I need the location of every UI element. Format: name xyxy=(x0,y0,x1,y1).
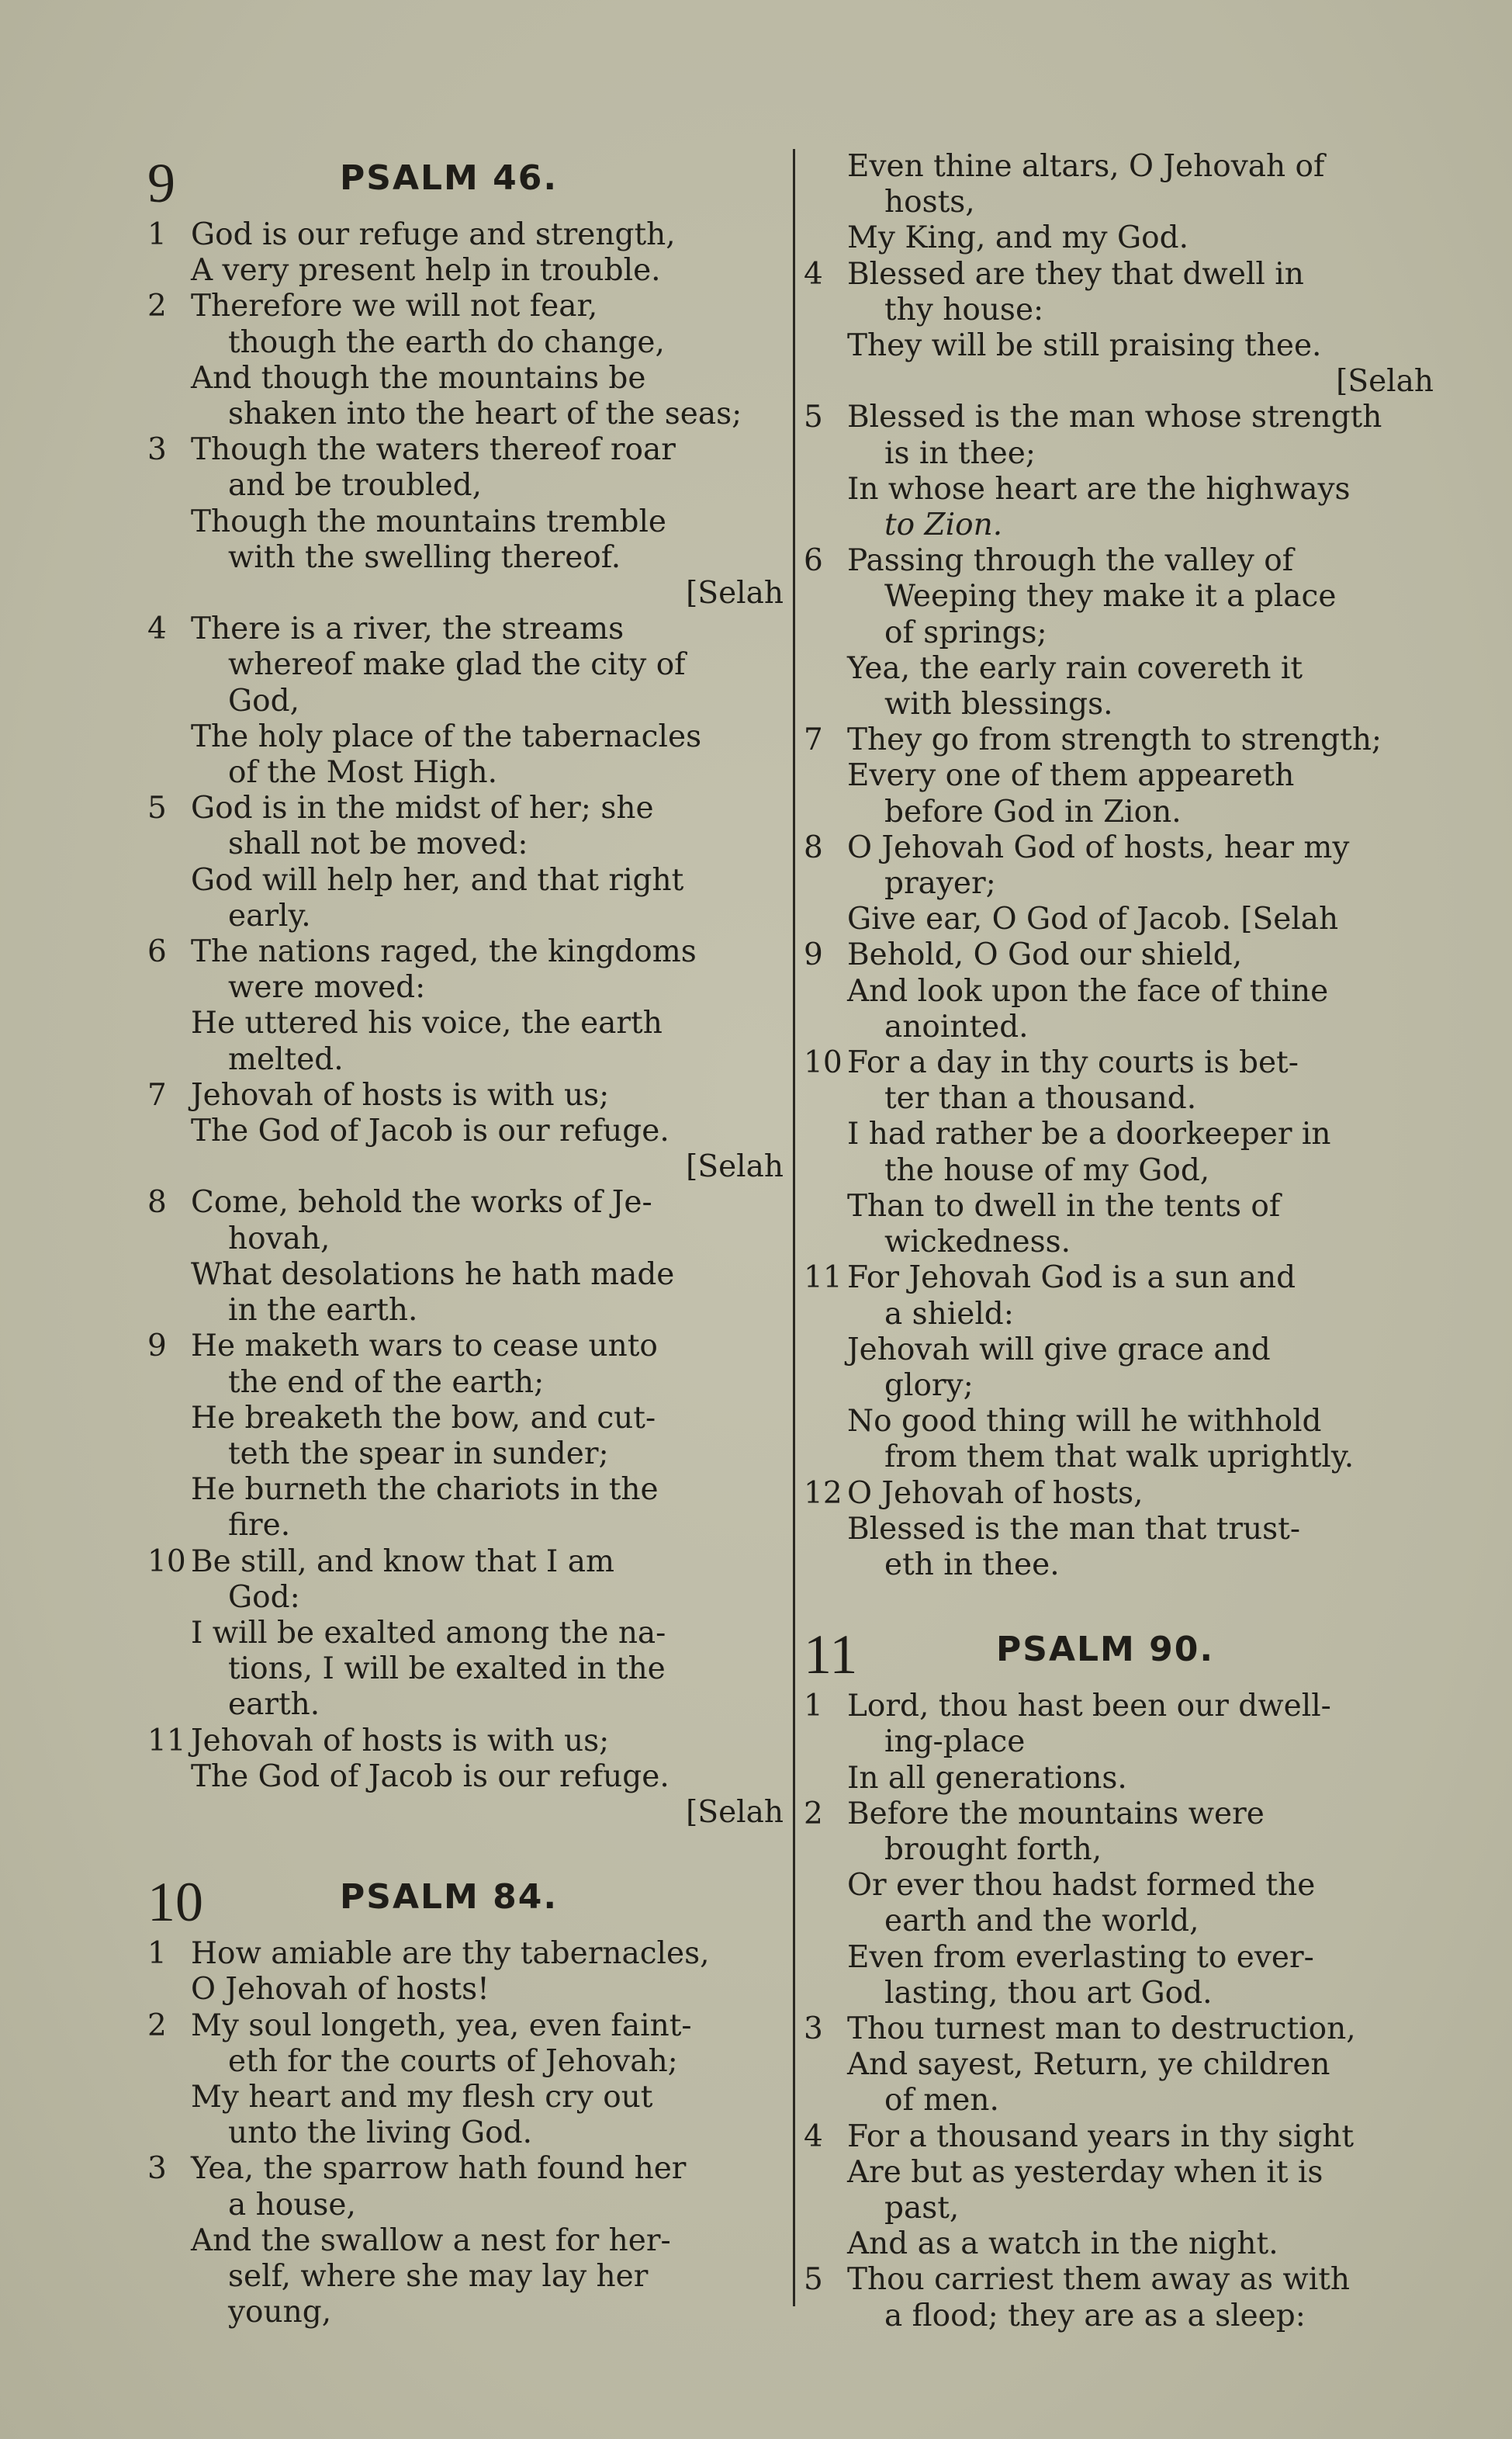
verse xyxy=(147,2008,784,2152)
verse xyxy=(147,1185,784,1329)
verse-line xyxy=(147,2188,784,2223)
verse-number: 11 xyxy=(804,1260,842,1296)
verse-text: fire. xyxy=(228,1508,291,1543)
verse-line xyxy=(147,1972,784,2008)
verse-text: O Jehovah of hosts! xyxy=(191,1972,490,2008)
verse-line xyxy=(147,1114,784,1149)
verse xyxy=(804,1260,1434,1475)
verse-text: and be troubled, xyxy=(228,468,482,504)
verse-text: of men. xyxy=(884,2083,999,2119)
verse-line xyxy=(804,2262,1434,2298)
verse-line xyxy=(804,1940,1434,1976)
verse xyxy=(147,934,784,1078)
verse-number: 12 xyxy=(804,1475,842,1511)
verse-line xyxy=(804,185,1434,220)
verse xyxy=(147,2151,784,2330)
verse-line xyxy=(147,1365,784,1401)
verse-text: For a day in thy courts is bet- xyxy=(847,1045,1299,1081)
verse-line xyxy=(804,1297,1434,1332)
verse-line xyxy=(804,651,1434,687)
verse-line xyxy=(147,361,784,397)
verse-line xyxy=(804,1368,1434,1404)
verse-line xyxy=(147,1436,784,1472)
verse-text: Are but as yesterday when it is xyxy=(847,2154,1323,2190)
verse-text: Jehovah of hosts is with us; xyxy=(191,1723,610,1758)
verse-line xyxy=(147,1508,784,1543)
verse-text: earth and the world, xyxy=(884,1904,1199,1939)
verse-line xyxy=(147,1221,784,1257)
psalm-selection-number: 9 xyxy=(147,152,175,214)
verse-text: glory; xyxy=(884,1367,974,1403)
verse-text: Blessed is the man whose strength xyxy=(847,400,1382,435)
verse-line xyxy=(147,1185,784,1221)
verse-line xyxy=(147,1006,784,1041)
verse-text: How amiable are thy tabernacles, xyxy=(191,1936,710,1972)
verse-line xyxy=(804,2299,1434,2334)
verse-line xyxy=(147,1078,784,1114)
verse-number: 10 xyxy=(147,1543,186,1579)
verse-line xyxy=(804,508,1434,543)
verse-number: 8 xyxy=(804,830,823,865)
verse-text: eth for the courts of Jehovah; xyxy=(228,2043,678,2079)
verse-number: 9 xyxy=(147,1329,167,1364)
verse-line xyxy=(804,400,1434,435)
verse-text: Lord, thou hast been our dwell- xyxy=(847,1689,1331,1724)
psalm-title: PSALM 46. xyxy=(340,158,559,198)
verse-text: God is our refuge and strength, xyxy=(191,217,676,252)
verse-text: past, xyxy=(884,2190,960,2226)
verse-line xyxy=(804,1081,1434,1117)
verse-text: lasting, thou art God. xyxy=(884,1975,1213,2011)
verse-line xyxy=(804,2011,1434,2047)
verse-line xyxy=(147,755,784,791)
selah-marker: [Selah xyxy=(1336,364,1434,400)
verse-line xyxy=(804,795,1434,830)
verse-line xyxy=(804,1117,1434,1152)
right-column xyxy=(804,149,1434,2334)
verse-text: For Jehovah God is a sun and xyxy=(847,1260,1296,1296)
verse-line xyxy=(804,2191,1434,2226)
verse-text: Thou carriest them away as with xyxy=(847,2262,1351,2298)
verse-line xyxy=(804,1045,1434,1081)
verse-text: Be still, and know that I am xyxy=(191,1543,614,1579)
verse-line xyxy=(147,899,784,934)
verse-text: And the swallow a nest for her- xyxy=(191,2222,671,2258)
verse-text: For a thousand years in thy sight xyxy=(847,2119,1355,2154)
left-column xyxy=(147,149,784,2330)
verse-line xyxy=(804,937,1434,973)
verse-text: A very present help in trouble. xyxy=(191,253,661,289)
verse-number: 1 xyxy=(804,1689,823,1724)
verse-text: He breaketh the bow, and cut- xyxy=(191,1400,656,1436)
verse xyxy=(804,1689,1434,1796)
verse-text: thy house: xyxy=(884,292,1044,327)
verse-text: They go from strength to strength; xyxy=(847,722,1382,758)
verse-line xyxy=(147,2008,784,2044)
verse-text: And as a watch in the night. xyxy=(847,2226,1278,2262)
verse-line xyxy=(147,611,784,647)
verse xyxy=(147,432,784,611)
verse-text: a shield: xyxy=(884,1296,1014,1332)
psalm-title: PSALM 84. xyxy=(340,1877,559,1918)
verse-line xyxy=(804,974,1434,1010)
verse-text: though the earth do change, xyxy=(228,324,665,360)
verse-line xyxy=(147,719,784,755)
verse-line xyxy=(804,220,1434,256)
verse-line xyxy=(147,647,784,683)
selah-marker: [Selah xyxy=(686,1794,784,1830)
verse-number: 9 xyxy=(804,937,823,973)
verse-text: Jehovah will give grace and xyxy=(847,1332,1271,1367)
verse xyxy=(147,1329,784,1543)
verse-text: Blessed is the man that trust- xyxy=(847,1511,1300,1547)
verse-line xyxy=(147,1687,784,1723)
verse-text: The holy place of the tabernacles xyxy=(191,719,702,754)
verse-line xyxy=(804,902,1434,937)
verse-number: 11 xyxy=(147,1723,186,1758)
verse-text: What desolations he hath made xyxy=(191,1256,675,1292)
verse-text: Come, behold the works of Je- xyxy=(191,1185,652,1221)
verse-line xyxy=(804,1832,1434,1868)
verse-line xyxy=(804,543,1434,579)
verse-line xyxy=(804,1512,1434,1547)
verse-text: ter than a thousand. xyxy=(884,1081,1197,1117)
verse-text: And sayest, Return, ye children xyxy=(847,2047,1330,2083)
verse-text: Passing through the valley of xyxy=(847,543,1294,579)
verse xyxy=(147,611,784,791)
psalm-header xyxy=(147,149,784,217)
verse-line xyxy=(804,687,1434,722)
verse-text: Blessed are they that dwell in xyxy=(847,256,1304,292)
verse-number: 4 xyxy=(804,2119,823,2154)
verse-line xyxy=(804,2226,1434,2262)
verse-line xyxy=(147,934,784,970)
verse-text: My heart and my flesh cry out xyxy=(191,2079,653,2115)
verse-line xyxy=(147,791,784,826)
verse-line xyxy=(804,1332,1434,1368)
verse-line xyxy=(147,1544,784,1580)
verse-text: earth. xyxy=(228,1687,320,1723)
verse-line xyxy=(804,1189,1434,1225)
section-gap xyxy=(147,1831,784,1868)
verse-line xyxy=(804,830,1434,866)
verse-line xyxy=(804,149,1434,185)
verse-text: Though the mountains tremble xyxy=(191,504,666,539)
verse-text: No good thing will he withhold xyxy=(847,1404,1322,1439)
verse xyxy=(804,543,1434,722)
verse-text: eth in thee. xyxy=(884,1547,1060,1582)
verse xyxy=(804,722,1434,830)
verse-line xyxy=(147,2044,784,2080)
verse-text: early. xyxy=(228,898,311,934)
verse-text: unto the living God. xyxy=(228,2115,532,2151)
verse-text: There is a river, the streams xyxy=(191,611,625,647)
verse-number: 2 xyxy=(804,1796,823,1831)
verse-text: O Jehovah God of hosts, hear my xyxy=(847,830,1350,865)
verse-line xyxy=(147,684,784,719)
verse-text: of springs; xyxy=(884,615,1047,650)
verse-line xyxy=(804,436,1434,472)
verse-line xyxy=(804,579,1434,615)
verse-line xyxy=(147,1257,784,1293)
verse xyxy=(147,1078,784,1186)
verse-line xyxy=(804,1976,1434,2011)
verse-line xyxy=(147,1401,784,1436)
verse-text: And look upon the face of thine xyxy=(847,973,1329,1009)
verse-line xyxy=(147,1616,784,1651)
verse-line xyxy=(804,615,1434,651)
verse-text: in the earth. xyxy=(228,1293,418,1329)
verse-line xyxy=(147,826,784,862)
verse-number: 5 xyxy=(804,400,823,435)
verse-text: And though the mountains be xyxy=(191,360,646,396)
verse xyxy=(804,1045,1434,1260)
verse-line xyxy=(804,1868,1434,1904)
verse-text: of the Most High. xyxy=(228,755,498,791)
verse-number: 10 xyxy=(804,1045,842,1081)
verse-text: The God of Jacob is our refuge. xyxy=(191,1758,670,1794)
verse-line xyxy=(804,2155,1434,2191)
verse-text: young, xyxy=(228,2295,332,2330)
verse-text: with the swelling thereof. xyxy=(228,539,621,575)
verse-text: anointed. xyxy=(884,1009,1029,1045)
verse-text: He uttered his voice, the earth xyxy=(191,1006,663,1041)
verse-line xyxy=(147,253,784,289)
verse-text: Though the waters thereof roar xyxy=(191,432,676,468)
verse-text: Thou turnest man to destruction, xyxy=(847,2011,1356,2046)
verse-line xyxy=(147,1936,784,1972)
verse-text: O Jehovah of hosts, xyxy=(847,1475,1144,1511)
verse-number: 7 xyxy=(804,722,823,758)
verse-text: My soul longeth, yea, even faint- xyxy=(191,2008,692,2043)
verse-line xyxy=(147,2295,784,2330)
verse-number: 3 xyxy=(147,2151,167,2187)
verse-number: 2 xyxy=(147,2008,167,2043)
verse-text: Than to dwell in the tents of xyxy=(847,1188,1281,1224)
verse xyxy=(147,217,784,289)
verse-text: is in thee; xyxy=(884,435,1036,471)
verse-text: God is in the midst of her; she xyxy=(191,791,654,826)
verse-line xyxy=(804,2119,1434,2155)
verse-text: In all generations. xyxy=(847,1760,1127,1796)
verse xyxy=(147,791,784,934)
verse-line xyxy=(147,217,784,253)
psalm-title: PSALM 90. xyxy=(996,1630,1215,1670)
verse-line xyxy=(804,1225,1434,1260)
verse-line xyxy=(147,1724,784,1759)
verse-line xyxy=(804,293,1434,328)
verse-text: a house, xyxy=(228,2187,356,2222)
verse-text: The God of Jacob is our refuge. xyxy=(191,1114,670,1149)
verse-number: 3 xyxy=(804,2011,823,2046)
verse-line xyxy=(804,472,1434,508)
verse xyxy=(804,937,1434,1045)
verse-text: Weeping they make it a place xyxy=(884,579,1337,615)
verse-line xyxy=(804,2047,1434,2083)
verse-line xyxy=(804,1796,1434,1832)
verse-line xyxy=(147,2223,784,2259)
verse-text: a flood; they are as a sleep: xyxy=(884,2298,1306,2333)
verse-number: 1 xyxy=(147,1936,167,1972)
verse-text: from them that walk uprightly. xyxy=(884,1439,1355,1475)
verse-text: Yea, the sparrow hath found her xyxy=(191,2151,687,2187)
verse-line xyxy=(804,1404,1434,1439)
verse-line xyxy=(804,1689,1434,1724)
verse-text: were moved: xyxy=(228,970,426,1006)
verse-text: teth the spear in sunder; xyxy=(228,1436,609,1471)
verse-number: 5 xyxy=(147,791,167,826)
verse-text: They will be still praising thee. xyxy=(847,328,1322,364)
verse-line xyxy=(147,397,784,432)
verse-line xyxy=(804,1010,1434,1045)
verse-text: self, where she may lay her xyxy=(228,2258,649,2294)
verse xyxy=(804,400,1434,543)
verse xyxy=(147,1936,784,2008)
verse-line xyxy=(147,1329,784,1364)
verse-text: He burneth the chariots in the xyxy=(191,1472,659,1508)
verse-line xyxy=(147,1759,784,1795)
verse-line xyxy=(147,468,784,504)
verse-line xyxy=(147,1472,784,1508)
verse-line xyxy=(147,2080,784,2115)
verse-number: 7 xyxy=(147,1077,167,1113)
verse xyxy=(147,289,784,432)
verse-line xyxy=(147,504,784,540)
verse xyxy=(804,1476,1434,1584)
verse-text: with blessings. xyxy=(884,687,1113,722)
verse-text: the end of the earth; xyxy=(228,1364,545,1400)
verse-line xyxy=(804,1904,1434,1939)
verse-line xyxy=(804,2083,1434,2119)
verse-line xyxy=(147,970,784,1006)
verse-text: Jehovah of hosts is with us; xyxy=(191,1077,610,1113)
verse-line xyxy=(804,758,1434,794)
verse-line xyxy=(147,325,784,361)
verse-text: whereof make glad the city of xyxy=(228,647,686,683)
verse-number: 5 xyxy=(804,2262,823,2298)
verse-number: 8 xyxy=(147,1185,167,1221)
verse-text: hovah, xyxy=(228,1221,330,1256)
psalm-selection-number: 11 xyxy=(804,1623,858,1686)
verse-text: shall not be moved: xyxy=(228,826,528,862)
verse-line xyxy=(804,1724,1434,1760)
verse-line xyxy=(147,2259,784,2295)
verse-text: I had rather be a doorkeeper in xyxy=(847,1117,1331,1152)
verse-line xyxy=(804,1260,1434,1296)
verse-text: shaken into the heart of the seas; xyxy=(228,397,742,432)
verse-text: brought forth, xyxy=(884,1831,1102,1867)
verse-text: melted. xyxy=(228,1041,344,1077)
verse-text: God, xyxy=(228,683,299,719)
verse xyxy=(147,1724,784,1831)
verse-line xyxy=(147,1651,784,1687)
verse-text: My King, and my God. xyxy=(847,220,1188,256)
verse-text: prayer; xyxy=(884,866,996,902)
verse-number: 4 xyxy=(804,256,823,292)
verse xyxy=(804,257,1434,400)
selah-marker: [Selah xyxy=(686,1149,784,1185)
psalm-header xyxy=(147,1868,784,1936)
verse-line xyxy=(804,1153,1434,1189)
verse-line xyxy=(804,1476,1434,1512)
verse-number: 1 xyxy=(147,217,167,252)
verse-text: Therefore we will not fear, xyxy=(191,289,598,324)
verse xyxy=(804,1796,1434,2011)
verse-line xyxy=(804,328,1434,364)
verse-number: 6 xyxy=(147,934,167,970)
verse-text: Give ear, O God of Jacob. [Selah xyxy=(847,902,1339,937)
verse-text: Yea, the early rain covereth it xyxy=(847,650,1303,686)
verse-line xyxy=(147,289,784,324)
verse-text: Or ever thou hadst formed the xyxy=(847,1868,1316,1904)
verse-text: The nations raged, the kingdoms xyxy=(191,934,697,970)
verse-line xyxy=(147,1042,784,1078)
verse xyxy=(804,2262,1434,2333)
verse-number: 4 xyxy=(147,611,167,647)
verse-text: to Zion. xyxy=(884,508,1003,543)
psalm-header xyxy=(804,1620,1434,1689)
verse-text: the house of my God, xyxy=(884,1152,1210,1188)
verse-number: 2 xyxy=(147,289,167,324)
verse-text: hosts, xyxy=(884,185,975,220)
verse-text: wickedness. xyxy=(884,1225,1071,1260)
verse-text: I will be exalted among the na- xyxy=(191,1615,666,1651)
verse xyxy=(147,1544,784,1724)
verse-text: God will help her, and that right xyxy=(191,862,684,898)
verse xyxy=(804,2119,1434,2263)
section-gap xyxy=(804,1583,1434,1620)
verse-text: Before the mountains were xyxy=(847,1796,1265,1831)
verse-text: Behold, O God our shield, xyxy=(847,937,1243,973)
psalm-selection-number: 10 xyxy=(147,1871,203,1934)
verse-line xyxy=(804,1439,1434,1475)
verse-line xyxy=(147,540,784,576)
verse-text: In whose heart are the highways xyxy=(847,471,1351,507)
verse-line xyxy=(147,1580,784,1616)
verse-line xyxy=(804,1761,1434,1796)
verse-text: God: xyxy=(228,1579,300,1615)
column-divider xyxy=(793,149,795,2306)
verse-text: Every one of them appeareth xyxy=(847,758,1295,794)
verse-number: 6 xyxy=(804,543,823,579)
verse-text: Even thine altars, O Jehovah of xyxy=(847,149,1325,184)
verse-text: Even from everlasting to ever- xyxy=(847,1939,1314,1975)
verse-line xyxy=(804,257,1434,293)
verse-text: ing-place xyxy=(884,1724,1026,1760)
verse-line xyxy=(147,432,784,468)
verse xyxy=(804,2011,1434,2119)
verse-line xyxy=(804,1547,1434,1583)
verse-text: He maketh wars to cease unto xyxy=(191,1329,658,1364)
verse-line xyxy=(147,1293,784,1329)
verse-number: 3 xyxy=(147,432,167,468)
verse-line xyxy=(804,866,1434,902)
verse-line xyxy=(147,2115,784,2151)
verse-text: before God in Zion. xyxy=(884,794,1182,830)
verse-line xyxy=(804,722,1434,758)
verse xyxy=(804,830,1434,938)
verse-text: tions, I will be exalted in the xyxy=(228,1651,666,1687)
verse-line xyxy=(147,863,784,899)
verse-line xyxy=(147,2151,784,2187)
selah-marker: [Selah xyxy=(686,576,784,611)
